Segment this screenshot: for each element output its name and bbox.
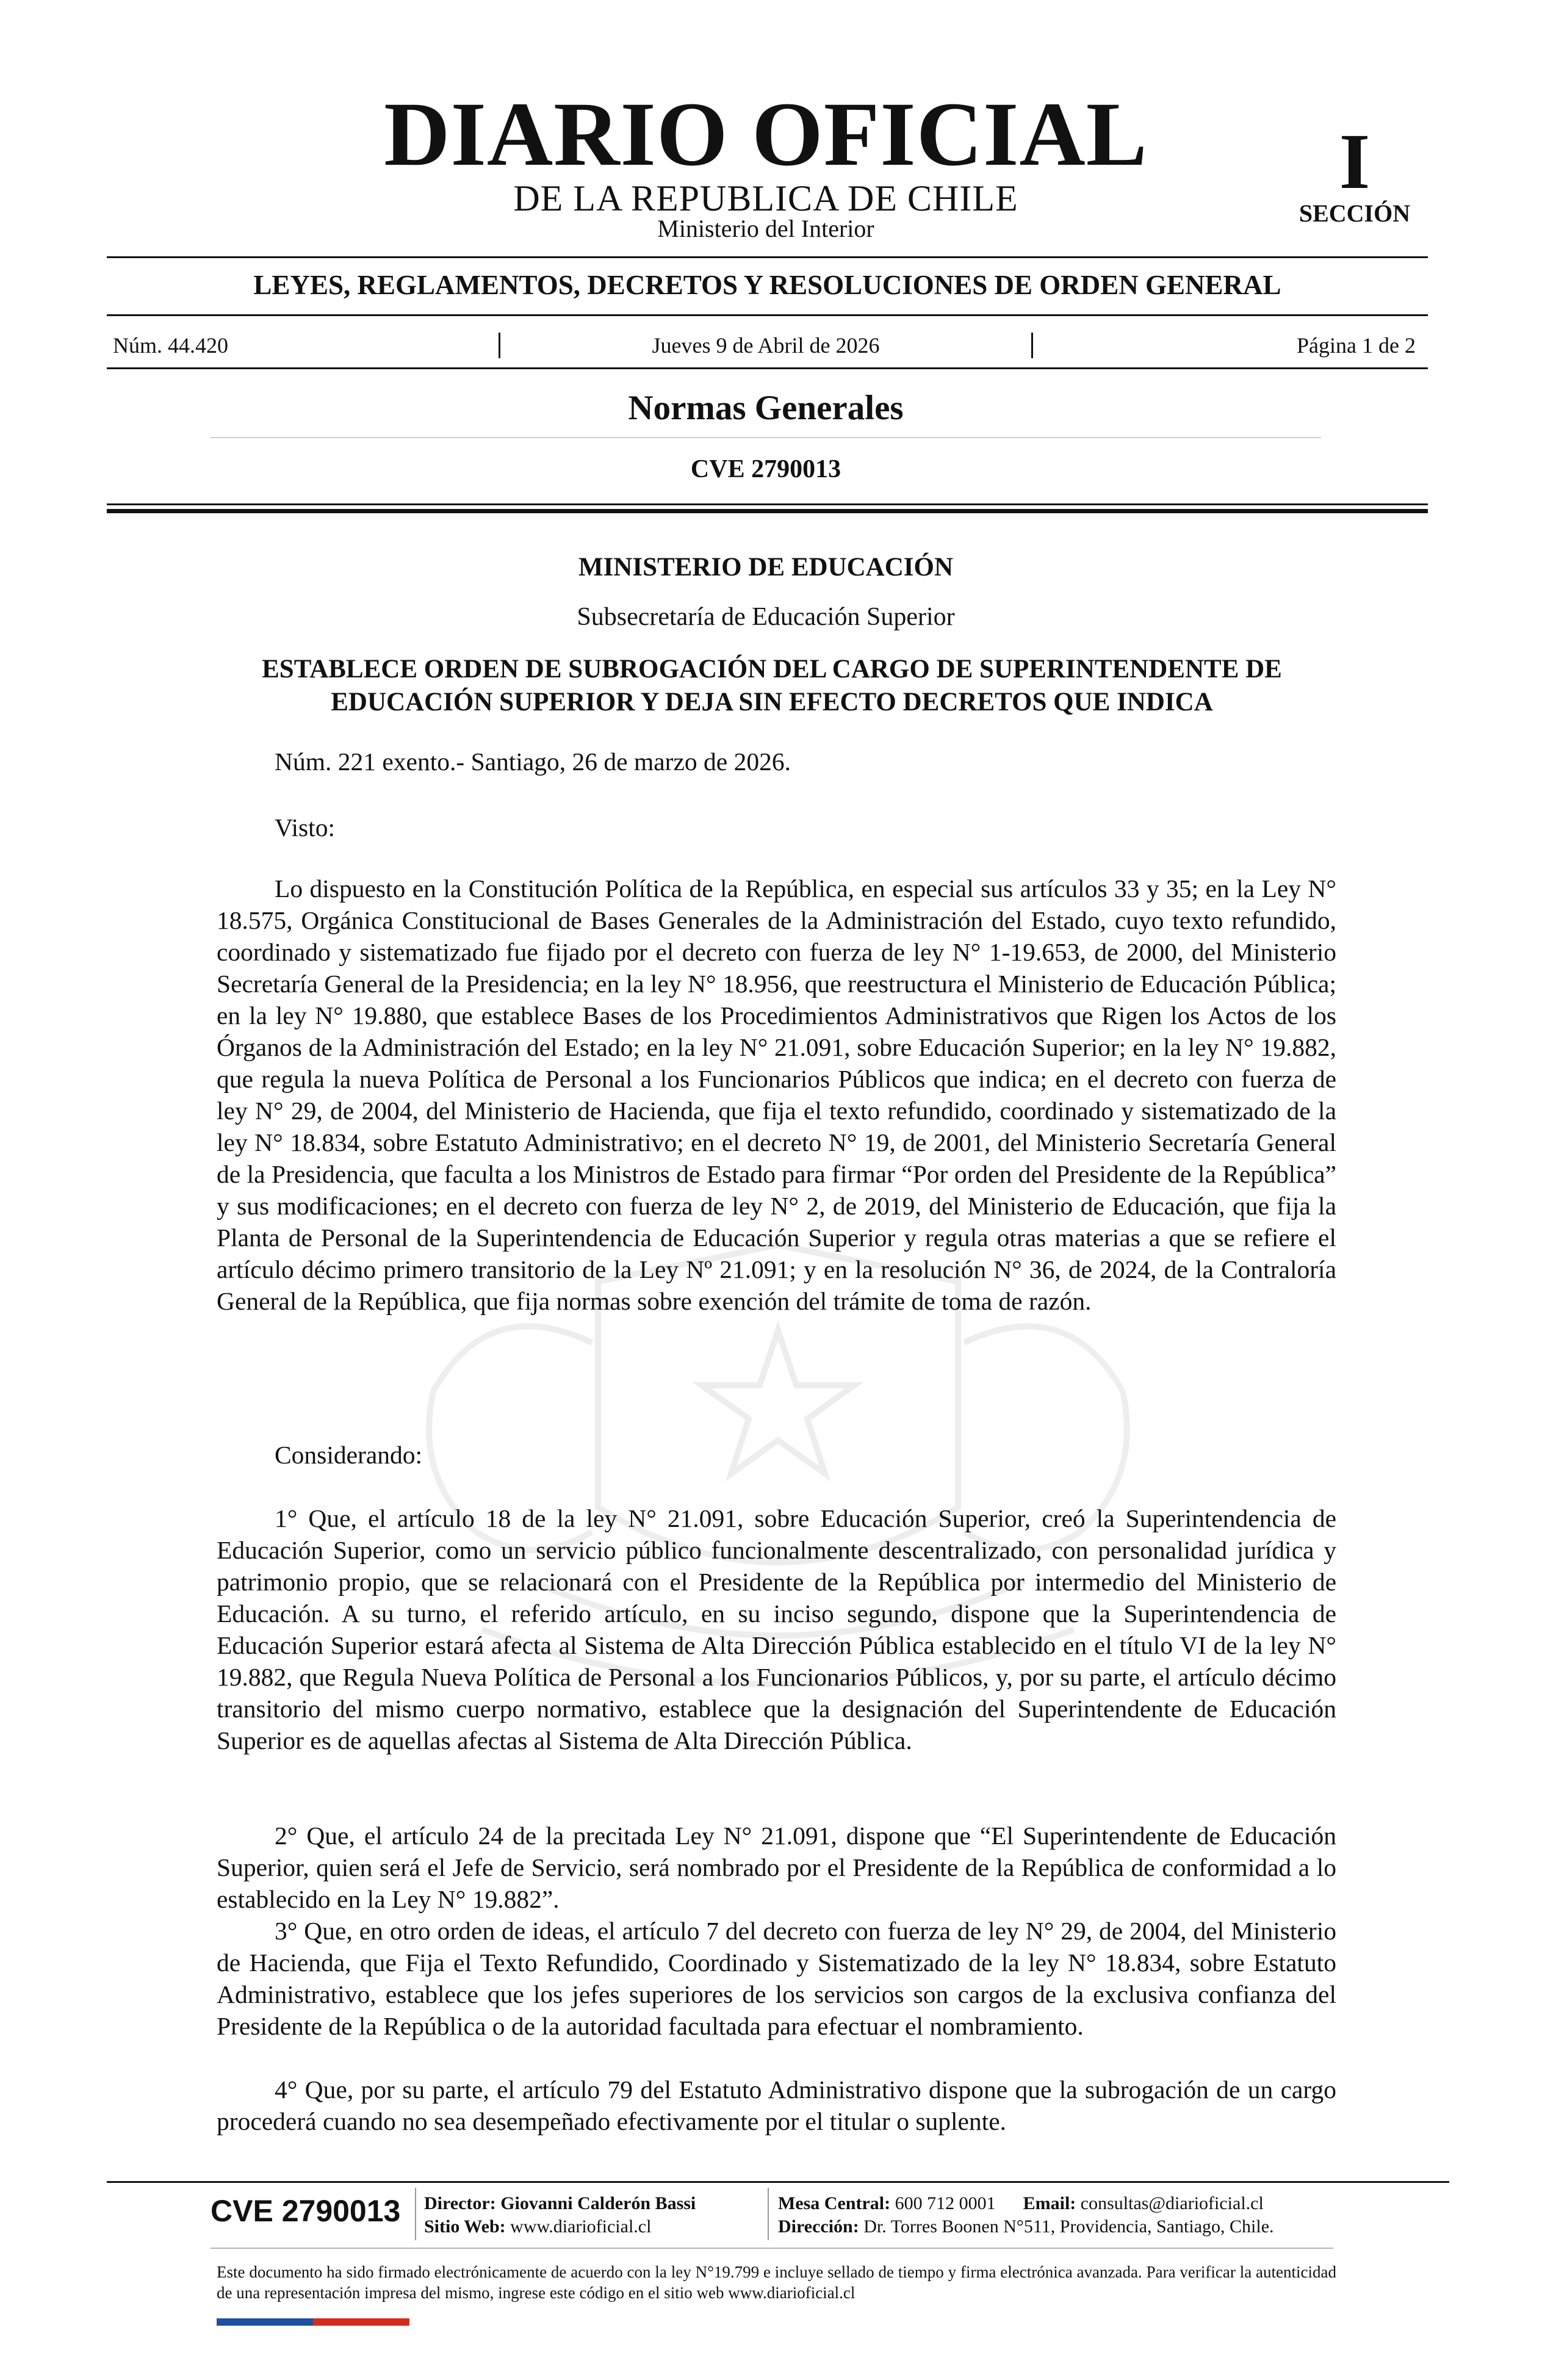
footer-cve-code: CVE 2790013 — [211, 2194, 401, 2228]
email-label: Email: — [1023, 2193, 1076, 2213]
issue-date: Jueves 9 de Abril de 2026 — [652, 333, 880, 358]
director-label: Director: — [424, 2193, 496, 2213]
section-heading: Normas Generales — [628, 389, 904, 427]
address-value: Dr. Torres Boonen N°511, Providencia, Santiago, Chile. — [863, 2216, 1274, 2237]
issuing-ministry: MINISTERIO DE EDUCACIÓN — [578, 553, 954, 582]
flag-stripe-blue — [217, 2318, 313, 2326]
cve-heading: CVE 2790013 — [690, 455, 841, 483]
director-name: Giovanni Calderón Bassi — [500, 2193, 696, 2213]
meta-rule — [107, 367, 1428, 369]
footer-rule — [107, 2181, 1449, 2183]
footer-website — [424, 2215, 651, 2238]
footer-separator — [768, 2188, 769, 2240]
considerando-item-4: 4° Que, por su parte, el artículo 79 del Estatuto Administrativo dispone que la subrogación de un cargo procederá cuando no sea desempeñado efectivamente por el titular o suplente. — [217, 2075, 1336, 2135]
header-double-rule-top — [107, 503, 1428, 505]
heading-rule — [211, 437, 1321, 438]
issue-number: Núm. 44.420 — [113, 333, 228, 358]
section-numeral: I — [1339, 118, 1371, 206]
footer-contact — [778, 2192, 1264, 2215]
section-label: SECCIÓN — [1298, 200, 1411, 227]
visto-paragraph: Lo dispuesto en la Constitución Política de la República, en especial sus artículos 33 y 35; en la Ley N° 18.575, Orgánica Constitucional de Bases Generales de la Administración del Estado, cuyo texto refundido, coordinado y sistematizado fue fijado por el decreto con fuerza de ley N° 1-19.653, de 2000, del Ministerio Secretaría General de la Presidencia; en la ley N° 18.956, que reestructura el Ministerio de Educación Pública; en la ley N° 19.880, que establece Bases de los Procedimientos Administrativos que Rigen los Actos de los Órganos de la Administración del Estado; en la ley N° 21.091, sobre Educación Superior; en la ley N° 19.882, que regula la nueva Política de Personal a los Funcionarios Públicos que indica; en el decreto con fuerza de ley N° 29, de 2004, del Ministerio de Hacienda, que fija el texto refundido, coordinado y sistematizado de la ley N° 18.834, sobre Estatuto Administrativo; en el decreto N° 19, de 2001, del Ministerio Secretaría General de la Presidencia, que faculta a los Ministros de Estado para firmar “Por orden del Presidente de la República” y sus modificaciones; en el decreto con fuerza de ley N° 2, de 2019, del Ministerio de Educación, que fija la Planta de Personal de la Superintendencia de Educación Superior y regula otras materias a que se refiere el artículo décimo primero transitorio de la Ley Nº 21.091; y en la resolución N° 36, de 2024, de la Contraloría General de la República, que fija normas sobre exención del trámite de toma de razón. — [217, 874, 1336, 1315]
website-link[interactable]: www.diarioficial.cl — [510, 2216, 652, 2237]
considerando-label: Considerando: — [275, 1441, 423, 1469]
header-double-rule-bottom — [107, 509, 1428, 513]
address-label: Dirección: — [778, 2216, 859, 2237]
considerando-item-1: 1° Que, el artículo 18 de la ley N° 21.091, sobre Educación Superior, creó la Superintendencia de Educación Superior, como un servicio público funcionalmente descentralizado, con personalidad jurídica y patrimonio propio, que se relacionará con el Presidente de la República por intermedio del Ministerio de Educación. A su turno, el referido artículo, en su inciso segundo, dispone que la Superintendencia de Educación Superior estará afecta al Sistema de Alta Dirección Pública establecido en el título VI de la ley N° 19.882, que Regula Nueva Política de Personal a los Funcionarios Públicos, y, por su parte, el artículo décimo transitorio del mismo cuerpo normativo, establece que la designación del Superintendente de Educación Superior es de aquellas afectas al Sistema de Alta Dirección Pública. — [217, 1504, 1336, 1754]
footer-inner-rule — [211, 2248, 1333, 2249]
flag-stripe-red — [313, 2318, 409, 2326]
publication-category: LEYES, REGLAMENTOS, DECRETOS Y RESOLUCIONES DE ORDEN GENERAL — [253, 270, 1281, 300]
considerando-item-2: 2° Que, el artículo 24 de la precitada Ley N° 21.091, dispone que “El Superintendente de Educación Superior, quien será el Jefe de Servicio, será nombrado por el Presidente de la República de conformidad a lo establecido en la Ley N° 19.882”. — [217, 1822, 1336, 1913]
newspaper-title: DIARIO OFICIAL — [384, 84, 1148, 185]
newspaper-ministry: Ministerio del Interior — [657, 215, 874, 242]
page-indicator: Página 1 de 2 — [1297, 333, 1416, 358]
visto-label: Visto: — [275, 813, 335, 842]
email-link[interactable]: consultas@diarioficial.cl — [1080, 2193, 1264, 2213]
footer-separator — [415, 2188, 416, 2240]
footer-address — [778, 2215, 1274, 2238]
decree-number-line: Núm. 221 exento.- Santiago, 26 de marzo de 2026. — [275, 748, 791, 776]
website-label: Sitio Web: — [424, 2216, 506, 2237]
masthead-rule — [107, 256, 1428, 258]
phone-label: Mesa Central: — [778, 2193, 891, 2213]
category-rule — [107, 314, 1428, 316]
phone-value: 600 712 0001 — [895, 2193, 996, 2213]
considerando-item-3: 3° Que, en otro orden de ideas, el artículo 7 del decreto con fuerza de ley N° 29, de 2004, del Ministerio de Hacienda, que Fija el Texto Refundido, Coordinado y Sistematizado de la ley N° 18.834, sobre Estatuto Administrativo, establece que los jefes superiores de los servicios son cargos de la exclusiva confianza del Presidente de la República o de la autoridad facultada para efectuar el nombramiento. — [217, 1917, 1336, 2040]
newspaper-subtitle: DE LA REPUBLICA DE CHILE — [513, 178, 1018, 218]
meta-separator — [1031, 333, 1033, 358]
footer-director — [424, 2192, 696, 2215]
decree-title: ESTABLECE ORDEN DE SUBROGACIÓN DEL CARGO DE SUPERINTENDENTE DE EDUCACIÓN SUPERIOR Y DEJA SIN EFECTO DECRETOS QUE INDICA — [262, 655, 1282, 716]
issuing-subsecretaria: Subsecretaría de Educación Superior — [577, 603, 955, 631]
signature-disclaimer: Este documento ha sido firmado electrónicamente de acuerdo con la ley N°19.799 e incluye sellado de tiempo y firma electrónica avanzada. Para verificar la autenticidad de una representación impresa del mismo, ingrese este código en el sitio web www.diarioficial.cl — [217, 2263, 1336, 2302]
